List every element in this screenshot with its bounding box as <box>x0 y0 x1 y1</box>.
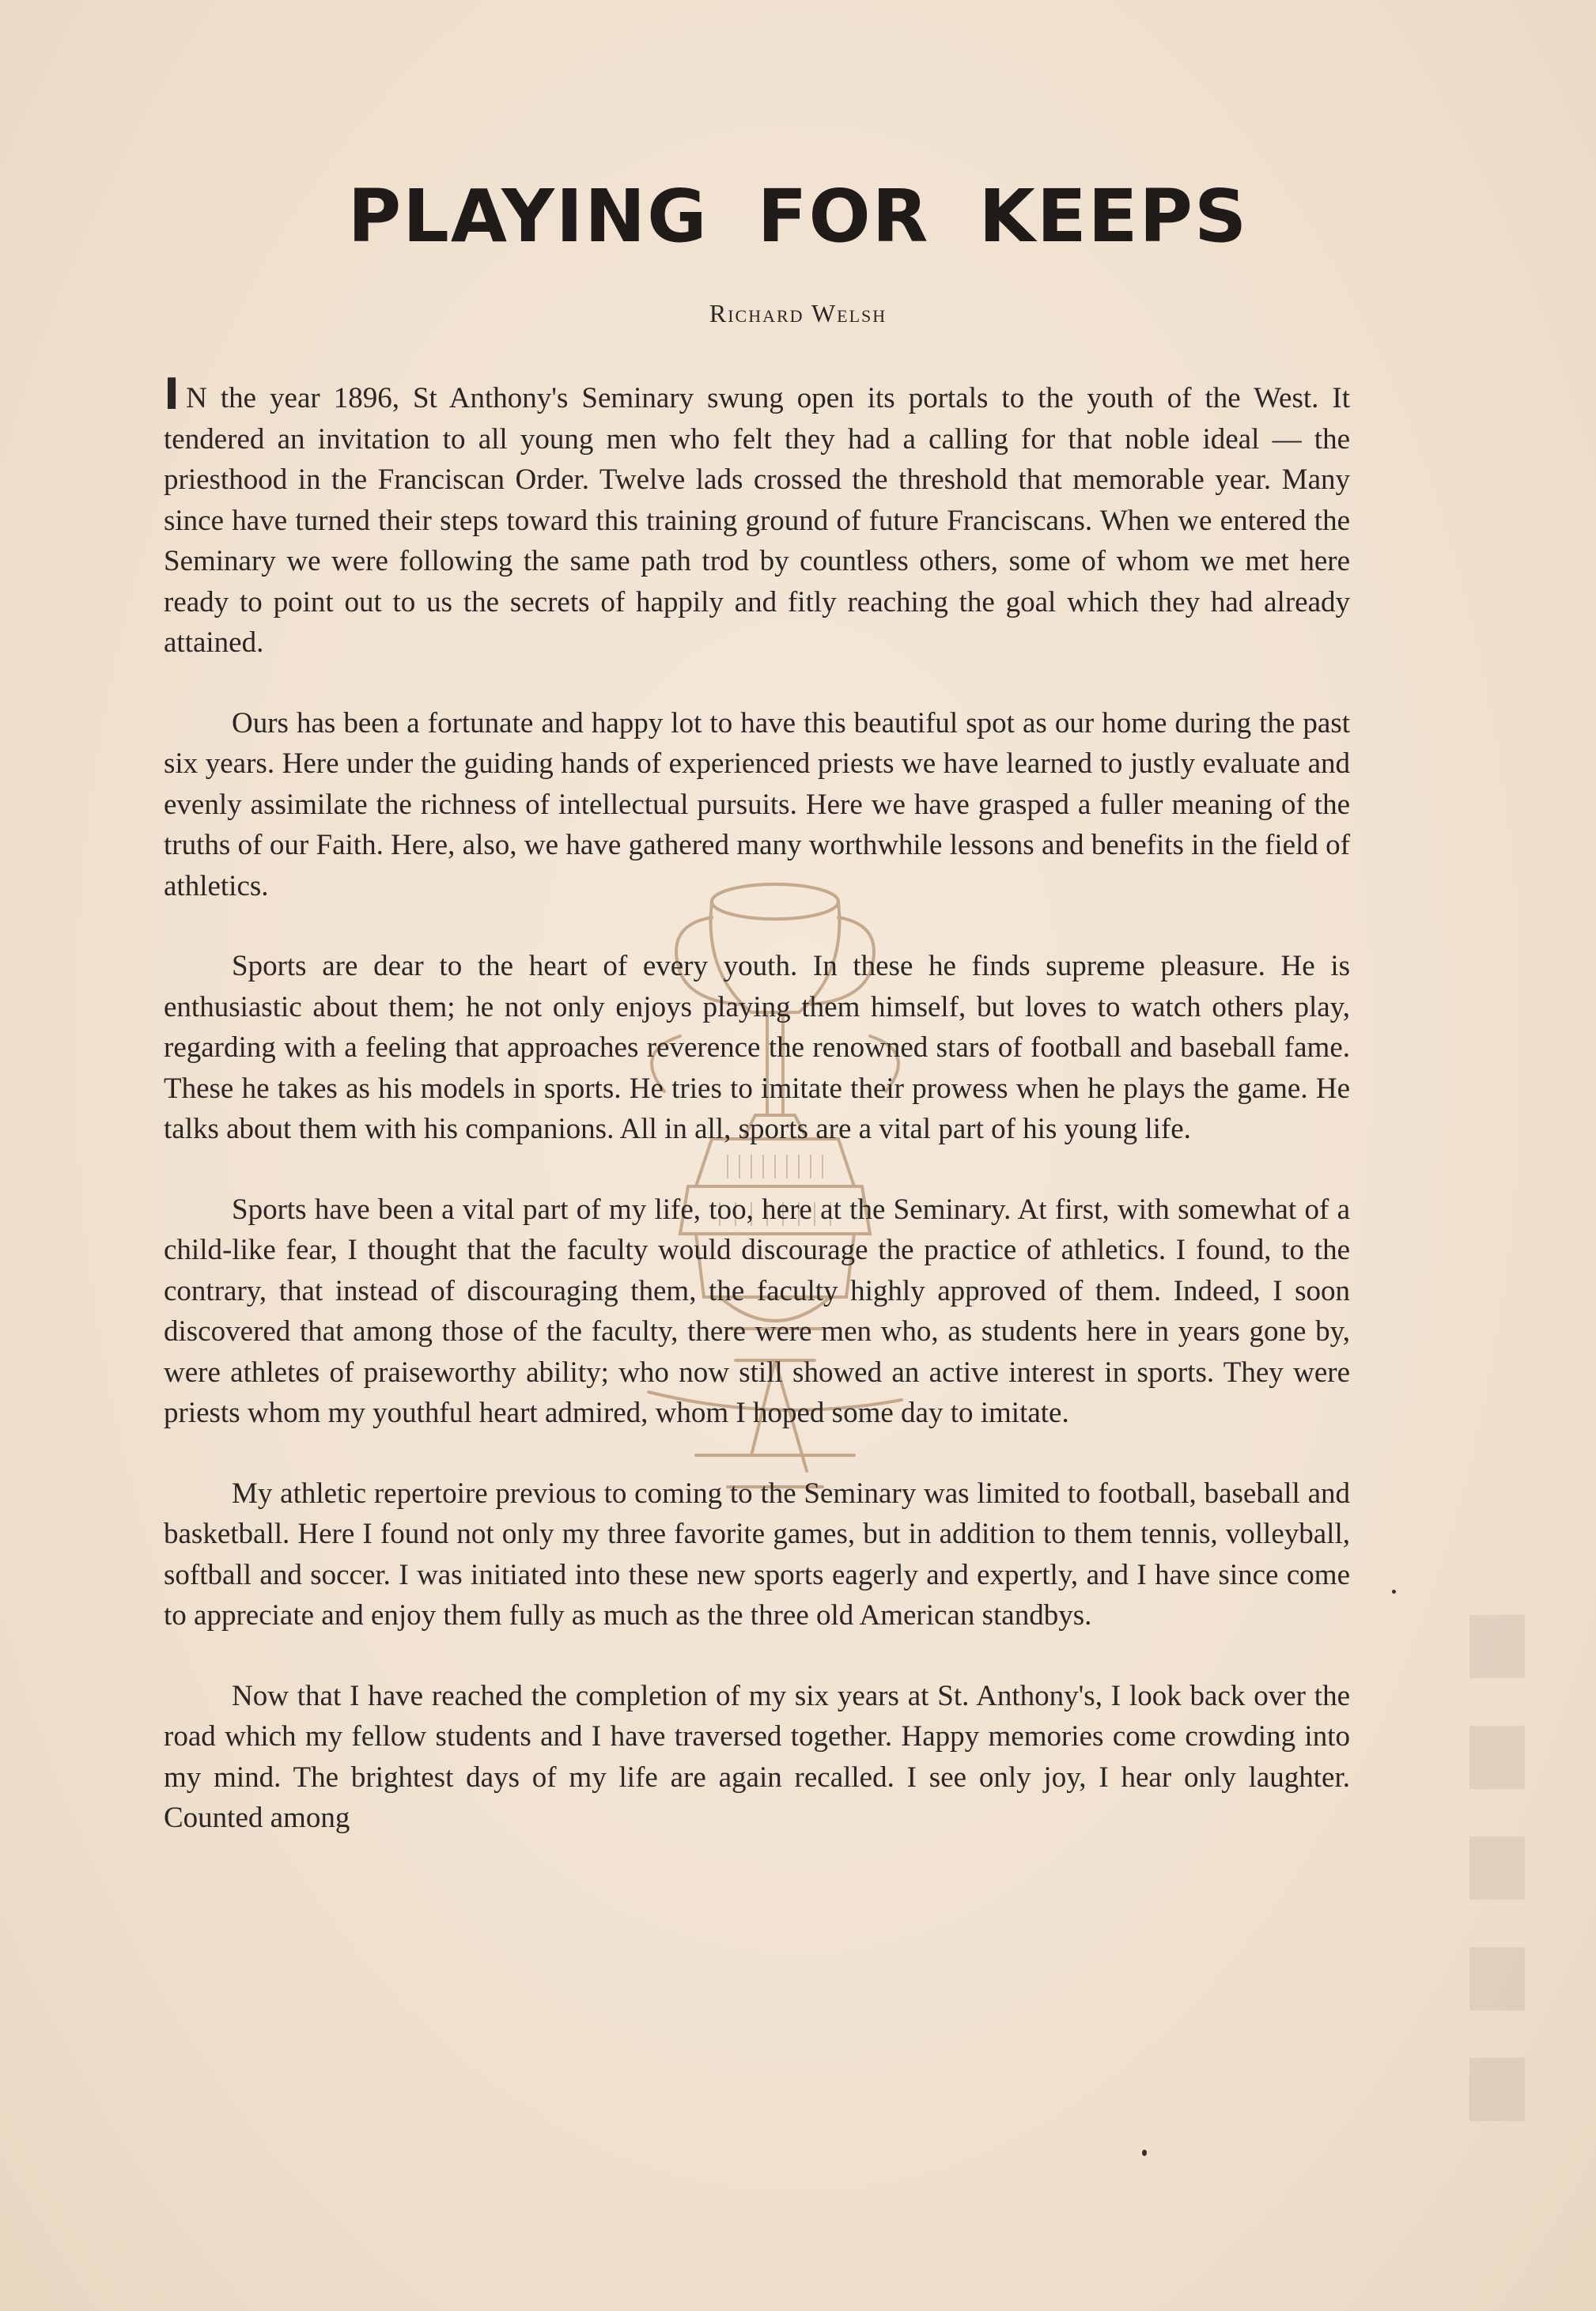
bleed-through-ghost <box>1454 1615 1549 2216</box>
paragraph-3: Sports are dear to the heart of every youth. In these he finds supreme pleasure. He is enthusiastic about them; he not only enjoys playing them himself, but loves to watch others play, regarding with a feeling that approaches reverence the renowned stars of football and baseball fame. These he takes as his models in sports. He tries to imitate their prowess when he plays the game. He talks about them with his companions. All in all, sports are a vital part of his young life. <box>164 950 1350 1145</box>
paper-speck <box>1392 1590 1396 1594</box>
paper-speck <box>1142 2150 1147 2156</box>
paragraph-4: Sports have been a vital part of my life, too, here at the Seminary. At first, with somewhat of a child-like fear, I thought that the faculty would discourage the practice of athletics. I found, to the contrary, that instead of discouraging them, the faculty highly approved of them. Indeed, I soon discovered that among those of the faculty, there were men who, as students here in years gone by, were athletes of praiseworthy ability; who now still showed an active interest in sports. They were priests whom my youthful heart admired, whom I hoped some day to imitate. <box>164 1193 1350 1429</box>
paragraph-2: Ours has been a fortunate and happy lot to have this beautiful spot as our home during the past six years. Here under the guiding hands of experienced priests we have learned to justly evaluate and evenly assimilate the richness of intellectual pursuits. Here we have grasped a fuller meaning of the truths of our Faith. Here, also, we have gathered many worthwhile lessons and benefits in the field of athletics. <box>164 706 1350 902</box>
article-author: Richard Welsh <box>709 299 887 327</box>
paragraph-1 <box>164 369 1350 664</box>
drop-cap: I <box>164 369 180 419</box>
paragraph-1-text: N the year 1896, St Anthony's Seminary swung open its portals to the youth of the West. It tendered an invitation to all young men who felt they had a calling for that noble ideal — the priesthood in the Franciscan Order. Twelve lads crossed the threshold that memorable year. Many since have turned their steps toward this training ground of future Franciscans. When we entered the Seminary we were following the same path trod by countless others, some of whom we met here ready to point out to us the secrets of happily and fitly reaching the goal which they had already attained. <box>164 382 1350 659</box>
article-title: PLAYING FOR KEEPS <box>347 174 1249 259</box>
paragraph-5: My athletic repertoire previous to coming to the Seminary was limited to football, baseball and basketball. Here I found not only my three favorite games, but in addition to them tennis, volleyball, softball and soccer. I was initiated into these new sports eagerly and expertly, and I have since come to appreciate and enjoy them fully as much as the three old American standbys. <box>164 1477 1350 1632</box>
paragraph-6: Now that I have reached the completion of my six years at St. Anthony's, I look back over the road which my fellow students and I have traversed together. Happy memories come crowding into my mind. The brightest days of my life are again recalled. I see only joy, I hear only laughter. Counted among <box>164 1679 1350 1834</box>
article-body <box>164 369 1350 1878</box>
